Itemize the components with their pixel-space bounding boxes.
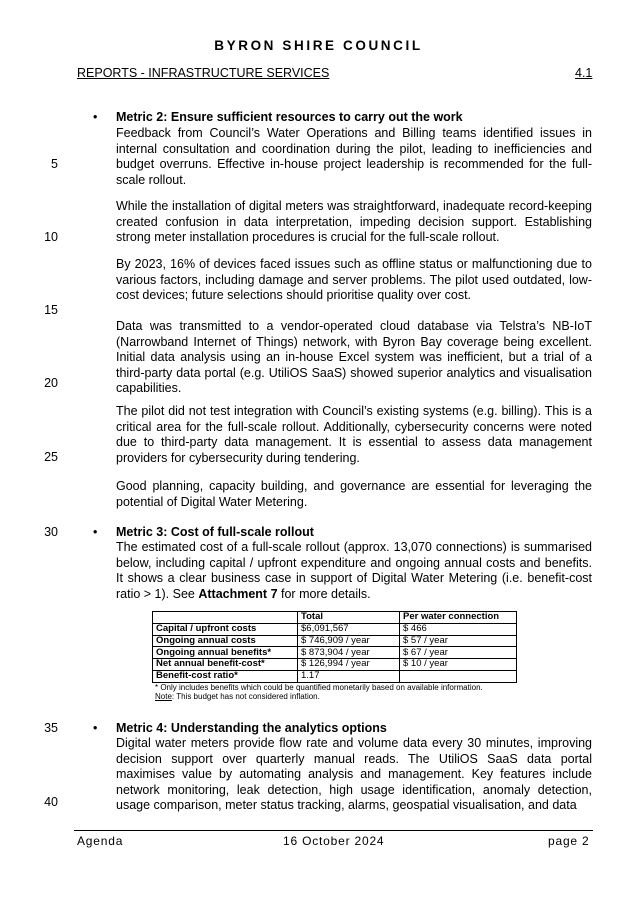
table-header-cell	[153, 612, 298, 624]
metric2-paragraph-3: By 2023, 16% of devices faced issues such as offline status or malfunctioning due to various factors, including damage and server problems. The pilot used outdated, low-cost devices; future selections should prioritise quality over cost.	[116, 257, 592, 302]
metric2-paragraph-5: The pilot did not test integration with Council’s existing systems (e.g. billing). This is a critical area for the full-scale rollout. Additionally, cybersecurity concerns were noted due to third-party data management. It is essential to assess data management providers for cybersecurity during tendering.	[116, 404, 592, 465]
metric2-paragraph-6: Good planning, capacity building, and governance are essential for leveraging the potential of Digital Water Metering.	[116, 479, 592, 509]
table-cell: $6,091,567	[298, 623, 400, 635]
metric2-paragraph-4: Data was transmitted to a vendor-operated cloud database via Telstra’s NB-IoT (Narrowband Internet of Things) network, with Byron Bay coverage being excellent. Initial data analysis using an in-house Excel system was inefficient, but a trial of a third-party data portal (e.g. UtiliOS SaaS) showed superior analytics and visualisation capabilities.	[116, 319, 592, 395]
line-number: 15	[44, 303, 58, 317]
bullet-metric2: •	[93, 110, 98, 124]
table-header-cell: Per water connection	[400, 612, 517, 624]
section-number: 4.1	[575, 66, 593, 80]
metric3-heading: Metric 3: Cost of full-scale rollout	[116, 525, 314, 539]
table-row	[153, 659, 517, 671]
cost-table	[152, 611, 517, 683]
footer-page-number: page 2	[548, 834, 590, 848]
attachment-reference: Attachment 7	[198, 586, 278, 601]
table-cell: $ 126,994 / year	[298, 659, 400, 671]
footer-date: 16 October 2024	[283, 834, 385, 848]
line-number: 40	[44, 795, 58, 809]
table-cell: $ 873,904 / year	[298, 647, 400, 659]
row-label: Ongoing annual costs	[153, 635, 298, 647]
table-cell	[400, 670, 517, 682]
metric4-paragraph-1: Digital water meters provide flow rate and volume data every 30 minutes, improving decision support over quarterly manual reads. The UtiliOS SaaS data portal maximises value by automating analysis and management. Key features include network monitoring, leak detection, high usage identification, anomaly detection, usage comparison, meter status tracking, alarms, geospatial visualisation, and data	[116, 736, 592, 812]
table-cell: 1.17	[298, 670, 400, 682]
table-row	[153, 623, 517, 635]
metric2-heading: Metric 2: Ensure sufficient resources to carry out the work	[116, 110, 463, 124]
table-cell: $ 746,909 / year	[298, 635, 400, 647]
line-number: 20	[44, 376, 58, 390]
table-cell: $ 10 / year	[400, 659, 517, 671]
note-label: Note	[155, 692, 172, 701]
line-number: 30	[44, 525, 58, 539]
table-row	[153, 670, 517, 682]
council-title: BYRON SHIRE COUNCIL	[214, 38, 423, 53]
row-label: Ongoing annual benefits*	[153, 647, 298, 659]
table-row	[153, 647, 517, 659]
table-note	[155, 692, 320, 701]
table-header-cell: Total	[298, 612, 400, 624]
metric3-text-end: for more details.	[277, 586, 371, 601]
metric3-paragraph-1	[116, 540, 592, 602]
metric4-heading: Metric 4: Understanding the analytics options	[116, 721, 387, 735]
line-number: 5	[51, 157, 58, 171]
bullet-metric4: •	[93, 721, 98, 735]
row-label: Net annual benefit-cost*	[153, 659, 298, 671]
line-number: 35	[44, 721, 58, 735]
table-cell: $ 57 / year	[400, 635, 517, 647]
metric2-paragraph-2: While the installation of digital meters was straightforward, inadequate record-keeping created confusion in data interpretation, impeding decision support. Establishing strong meter installation procedures is crucial for the full-scale rollout.	[116, 199, 592, 244]
table-row	[153, 635, 517, 647]
row-label: Benefit-cost ratio*	[153, 670, 298, 682]
bullet-metric3: •	[93, 525, 98, 539]
note-text: : This budget has not considered inflation.	[171, 692, 320, 701]
footer-divider	[74, 830, 593, 831]
report-section-title: REPORTS - INFRASTRUCTURE SERVICES	[77, 66, 330, 80]
table-cell: $ 466	[400, 623, 517, 635]
footer-agenda: Agenda	[77, 834, 124, 848]
line-number: 25	[44, 450, 58, 464]
metric2-paragraph-1: Feedback from Council’s Water Operations and Billing teams identified issues in internal consultation and coordination during the pilot, leading to inefficiencies and budget overruns. Effective in-house project leadership is recommended for the full-scale rollout.	[116, 126, 592, 187]
metric3-text: The estimated cost of a full-scale rollout (approx. 13,070 connections) is summarised below, including capital / upfront expenditure and ongoing annual costs and benefits. It shows a clear business case in support of Digital Water Metering (i.e. benefit-cost ratio > 1). See	[116, 540, 592, 601]
table-header-row	[153, 612, 517, 624]
row-label: Capital / upfront costs	[153, 623, 298, 635]
line-number: 10	[44, 230, 58, 244]
table-cell: $ 67 / year	[400, 647, 517, 659]
table-footnote: * Only includes benefits which could be quantified monetarily based on available information.	[155, 683, 483, 692]
